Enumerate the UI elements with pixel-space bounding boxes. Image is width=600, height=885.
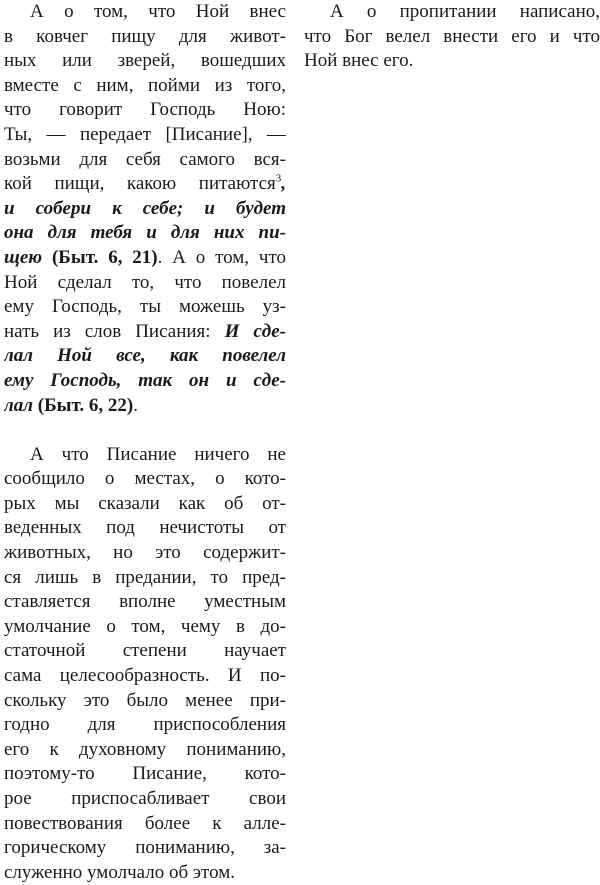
text-line xyxy=(4,320,286,345)
text-line: веденных под нечистоты от xyxy=(4,517,286,539)
text-line: ставляется вполне уместным xyxy=(4,591,286,613)
text-line: скольку это было менее при- xyxy=(4,689,286,711)
text-line: А о том, что Ной внес xyxy=(30,1,286,22)
text-line: что Бог велел внести его и что xyxy=(304,25,600,47)
text-line: сообщило о местах, о кото- xyxy=(4,468,286,490)
paragraph-unmentioned-places xyxy=(4,443,286,885)
text-line: животных, но это содержит- xyxy=(4,542,286,564)
text-line: Ной сделал то, что повелел xyxy=(4,271,286,293)
scripture-quote: щею xyxy=(4,246,43,268)
text-line: поэтому-то Писание, кото- xyxy=(4,763,286,785)
text-run: . А о том, что xyxy=(157,246,286,268)
text-line: его к духовному пониманию, xyxy=(4,738,286,760)
scripture-quote-line: она для тебя и для них пи- xyxy=(4,222,286,244)
paragraph-provisions xyxy=(304,0,600,74)
text-run: нать из слов Писания: xyxy=(4,320,211,342)
text-line: статочной степени научает xyxy=(4,640,286,662)
text-line: сама целесообразность. И по- xyxy=(4,665,286,687)
scripture-quote-line: лал Ной все, как повелел xyxy=(4,345,286,367)
text-line: ся лишь в предании, то пред- xyxy=(4,566,286,588)
text-line: повествования более к алле- xyxy=(4,812,286,834)
text-line: служенно умолчало об этом. xyxy=(4,861,235,883)
text-line: горическому пониманию, за- xyxy=(4,837,286,859)
scripture-quote-line: и собери к себе; и будет xyxy=(4,197,286,219)
text-line: годно для приспособления xyxy=(4,714,286,736)
text-line: А о пропитании написано, xyxy=(330,1,600,22)
text-line: рых мы сказали как об от- xyxy=(4,492,286,514)
text-run: кой пищи, какою питаются xyxy=(4,173,276,195)
paragraph-spacer xyxy=(4,418,286,443)
left-column xyxy=(4,0,286,885)
text-line: вместе с ним, пойми из того, xyxy=(4,74,286,96)
text-line: Ты, — передает [Писание], — xyxy=(4,123,286,145)
text-run: . xyxy=(133,394,138,416)
scripture-reference: (Быт. 6, 22) xyxy=(37,394,134,416)
text-line: умолчание о том, чему в до- xyxy=(4,615,286,637)
scripture-reference: (Быт. 6, 21) xyxy=(51,246,158,268)
footnote-ref: 3 xyxy=(275,172,282,185)
paragraph-noah-food xyxy=(4,0,286,418)
text-line: возьми для себя самого вся- xyxy=(4,148,286,170)
text-line: А что Писание ничего не xyxy=(30,443,286,465)
text-line xyxy=(4,246,286,271)
scripture-quote: лал xyxy=(4,394,34,416)
text-line: ему Господь, ты можешь уз- xyxy=(4,296,286,318)
text-line: Ной внес его. xyxy=(304,50,414,72)
scripture-quote: И сде- xyxy=(224,320,286,342)
text-line xyxy=(4,394,286,419)
scripture-quote-line: ему Господь, так он и сде- xyxy=(4,369,286,391)
text-line: что говорит Господь Ною: xyxy=(4,99,286,121)
text-run: , xyxy=(281,173,286,195)
text-line: в ковчег пищу для живот- xyxy=(4,25,286,47)
text-line xyxy=(4,172,286,197)
text-line: ных или зверей, вошедших xyxy=(4,50,286,72)
text-line: рое приспосабливает свои xyxy=(4,788,286,809)
right-column xyxy=(304,0,600,74)
